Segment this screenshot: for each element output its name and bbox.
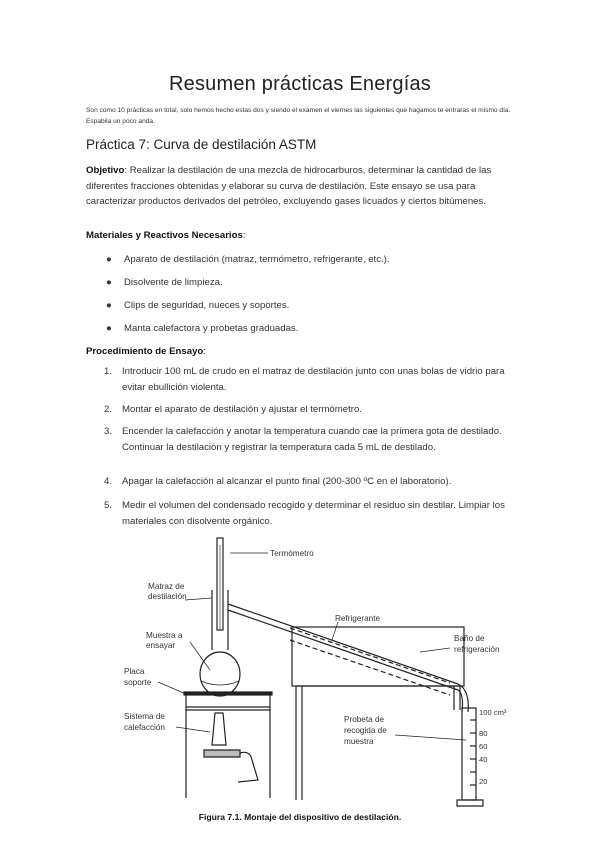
objective-label: Objetivo <box>86 165 125 176</box>
bath-table <box>296 686 460 800</box>
step-number: 5. <box>104 500 113 511</box>
practice-heading: Práctica 7: Curva de destilación ASTM <box>86 137 317 152</box>
step-number: 4. <box>104 476 113 487</box>
graduated-cylinder <box>462 708 476 800</box>
step-text: Encender la calefacción y anotar la temperatura cuando cae la primera gota de destilado. Continuar la destilación y registrar la temperatura cada 5 mL de destilado. <box>122 426 502 453</box>
procedure-colon: : <box>203 346 206 357</box>
distillation-flask <box>200 652 240 696</box>
bullet-icon: ● <box>106 323 112 334</box>
materials-heading-text: Materiales y Reactivos Necesarios <box>86 230 243 241</box>
scale-label: 80 <box>479 729 488 738</box>
label-heating-2: calefacción <box>124 723 165 732</box>
objective-text: : Realizar la destilación de una mezcla de hidrocarburos, determinar la cantidad de las diferentes fracciones obtenidas y elaborar su curva de destilación. Este ensayo se usa para caracterizar productos derivados del petróleo, excluyendo gases licuados y ciertos bitúmenes. <box>86 165 492 208</box>
bullet-icon: ● <box>106 300 112 311</box>
figure-caption: Figura 7.1. Montaje del dispositivo de destilación. <box>198 812 402 822</box>
support-plate <box>184 692 272 695</box>
flask-liquid <box>201 681 239 685</box>
label-bath-1: Baño de <box>454 634 485 643</box>
label-bath-2: refrigeración <box>454 645 500 654</box>
burner <box>212 713 226 745</box>
step-text: Montar el aparato de destilación y ajustar el termómetro. <box>122 404 362 415</box>
step-text: Introducir 100 mL de crudo en el matraz de destilación junto con unas bolas de vidrio para evitar ebullición violenta. <box>122 366 505 393</box>
scale-label: 40 <box>479 755 488 764</box>
label-condenser: Refrigerante <box>335 614 381 623</box>
list-item-text: Aparato de destilación (matraz, termómetro, refrigerante, etc.). <box>124 254 390 265</box>
label-flask-2: destilación <box>148 592 187 601</box>
list-item-text: Clips de seguridad, nueces y soportes. <box>124 300 290 311</box>
scale-label: 100 cm³ <box>479 708 507 717</box>
intro-note: Son como 10 prácticas en total, solo hemos hecho estas dos y siendo el examen el viernes las siguientes que hagamos te entraras el mismo día. Espabila un poco anda. <box>86 107 511 125</box>
step-number: 3. <box>104 426 113 437</box>
step-text: Medir el volumen del condensado recogido y determinar el residuo sin destilar. Limpiar los materiales con disolvente orgánico. <box>122 500 505 527</box>
step-number: 1. <box>104 366 113 377</box>
label-thermometer: Termómetro <box>270 549 314 558</box>
list-item-text: Disolvente de limpieza. <box>124 277 223 288</box>
label-cylinder-1: Probeta de <box>344 715 385 724</box>
label-sample-2: ensayar <box>146 641 176 650</box>
label-cylinder-3: muestra <box>344 737 374 746</box>
bullet-icon: ● <box>106 277 112 288</box>
label-flask-1: Matraz de <box>148 582 185 591</box>
scale-label: 60 <box>479 742 488 751</box>
label-plate-2: soporte <box>124 678 152 687</box>
scale-label: 20 <box>479 777 488 786</box>
label-plate-1: Placa <box>124 667 145 676</box>
step-number: 2. <box>104 404 113 415</box>
label-sample-1: Muestra a <box>146 631 183 640</box>
procedure-heading-text: Procedimiento de Ensayo <box>86 346 204 357</box>
label-cylinder-2: recogida de <box>344 726 387 735</box>
step-text: Apagar la calefacción al alcanzar el punto final (200-300 ºC en el laboratorio). <box>122 476 452 487</box>
bullet-icon: ● <box>106 254 112 265</box>
label-heating-1: Sistema de <box>124 712 165 721</box>
page-title: Resumen prácticas Energías <box>169 73 431 95</box>
list-item-text: Manta calefactora y probetas graduadas. <box>124 323 299 334</box>
materials-colon: : <box>242 230 246 241</box>
